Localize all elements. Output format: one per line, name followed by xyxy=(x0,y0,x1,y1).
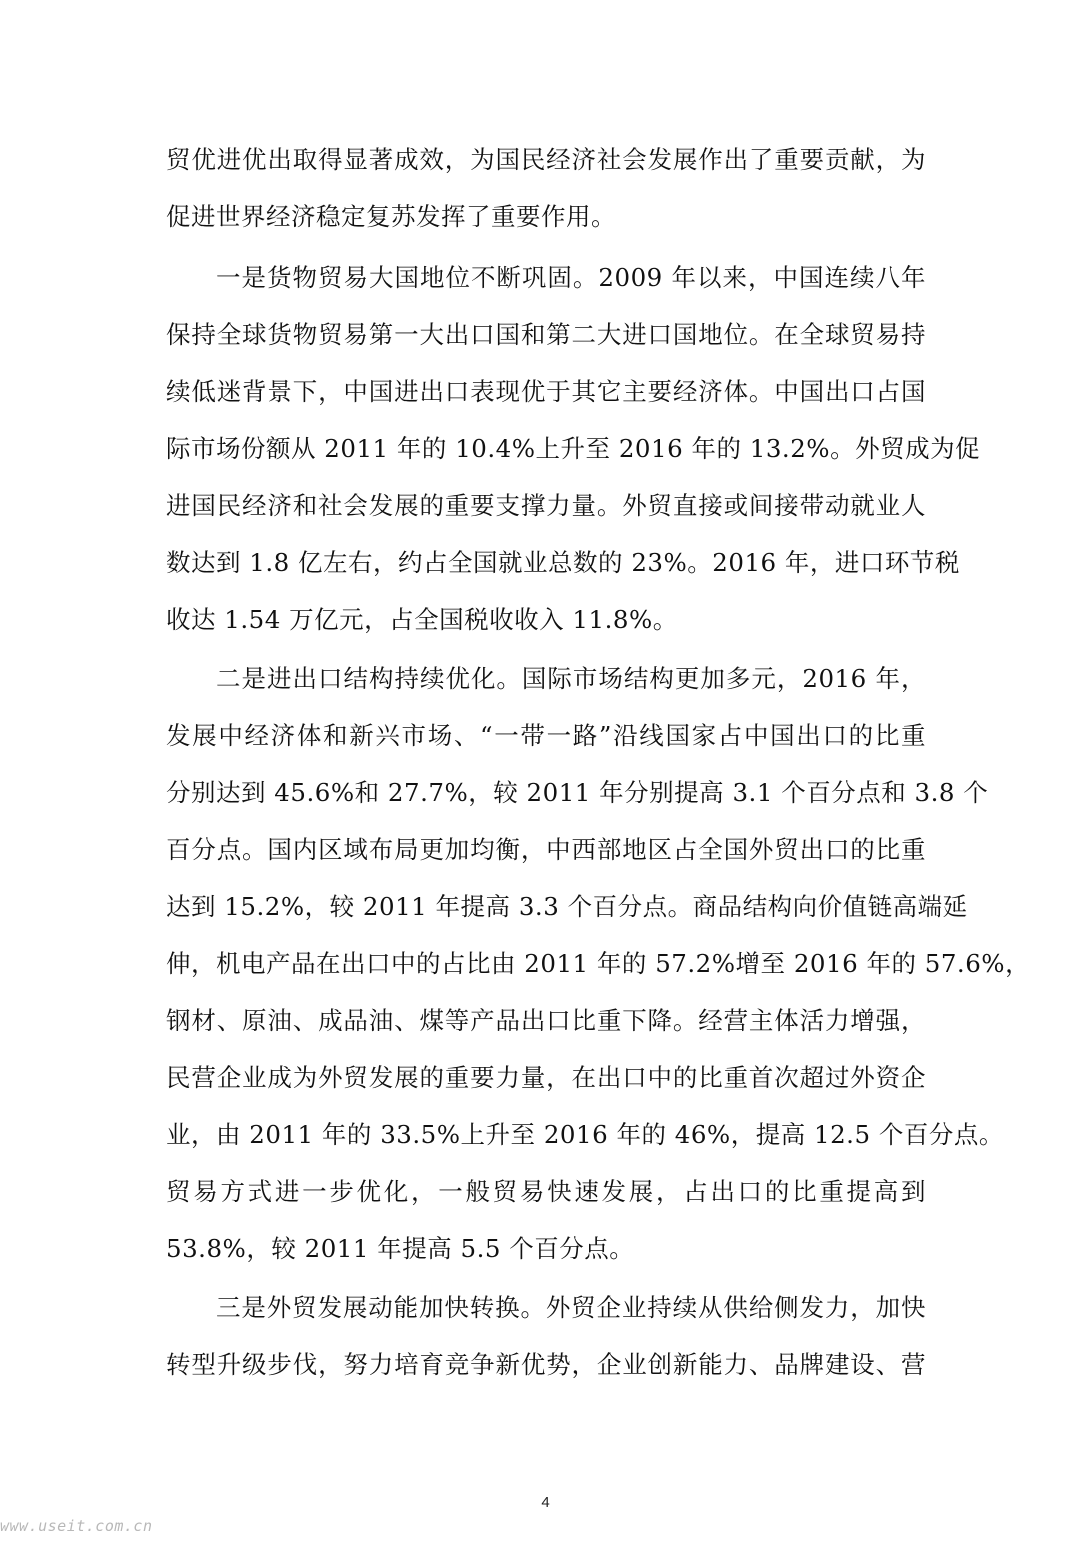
text-line: 二是进出口结构持续优化。国际市场结构更加多元，2016 年， xyxy=(216,664,926,693)
text-line: 进国民经济和社会发展的重要支撑力量。外贸直接或间接带动就业人 xyxy=(166,491,926,520)
text-line: 收达 1.54 万亿元，占全国税收收入 11.8%。 xyxy=(166,605,678,634)
text-line: 百分点。国内区域布局更加均衡，中西部地区占全国外贸出口的比重 xyxy=(166,835,926,864)
text-line: 保持全球货物贸易第一大出口国和第二大进口国地位。在全球贸易持 xyxy=(166,320,926,349)
text-line: 贸易方式进一步优化，一般贸易快速发展，占出口的比重提高到 xyxy=(166,1177,926,1206)
text-line: 53.8%，较 2011 年提高 5.5 个百分点。 xyxy=(166,1234,635,1263)
text-line: 达到 15.2%，较 2011 年提高 3.3 个百分点。商品结构向价值链高端延 xyxy=(166,892,968,921)
text-line: 分别达到 45.6%和 27.7%，较 2011 年分别提高 3.1 个百分点和 3.8 个 xyxy=(166,778,989,807)
text-line: 一是货物贸易大国地位不断巩固。2009 年以来，中国连续八年 xyxy=(216,263,926,292)
text-line: 三是外贸发展动能加快转换。外贸企业持续从供给侧发力，加快 xyxy=(216,1293,926,1322)
text-line: 续低迷背景下，中国进出口表现优于其它主要经济体。中国出口占国 xyxy=(166,377,926,406)
text-line: 民营企业成为外贸发展的重要力量，在出口中的比重首次超过外资企 xyxy=(166,1063,926,1092)
text-line: 贸优进优出取得显著成效，为国民经济社会发展作出了重要贡献，为 xyxy=(166,145,926,174)
text-line: 转型升级步伐，努力培育竞争新优势，企业创新能力、品牌建设、营 xyxy=(166,1350,926,1379)
watermark-text: www.useit.com.cn xyxy=(0,1517,153,1535)
text-line: 数达到 1.8 亿左右，约占全国就业总数的 23%。2016 年，进口环节税 xyxy=(166,548,960,577)
text-line: 伸，机电产品在出口中的占比由 2011 年的 57.2%增至 2016 年的 57.6%， xyxy=(166,949,1031,978)
text-line: 发展中经济体和新兴市场、“一带一路”沿线国家占中国出口的比重 xyxy=(166,721,926,750)
text-line: 际市场份额从 2011 年的 10.4%上升至 2016 年的 13.2%。外贸成为促 xyxy=(166,434,981,463)
text-line: 钢材、原油、成品油、煤等产品出口比重下降。经营主体活力增强， xyxy=(166,1006,926,1035)
text-line: 业，由 2011 年的 33.5%上升至 2016 年的 46%，提高 12.5 个百分点。 xyxy=(166,1120,1004,1149)
page-number: 4 xyxy=(541,1494,550,1511)
text-line: 促进世界经济稳定复苏发挥了重要作用。 xyxy=(166,202,616,231)
